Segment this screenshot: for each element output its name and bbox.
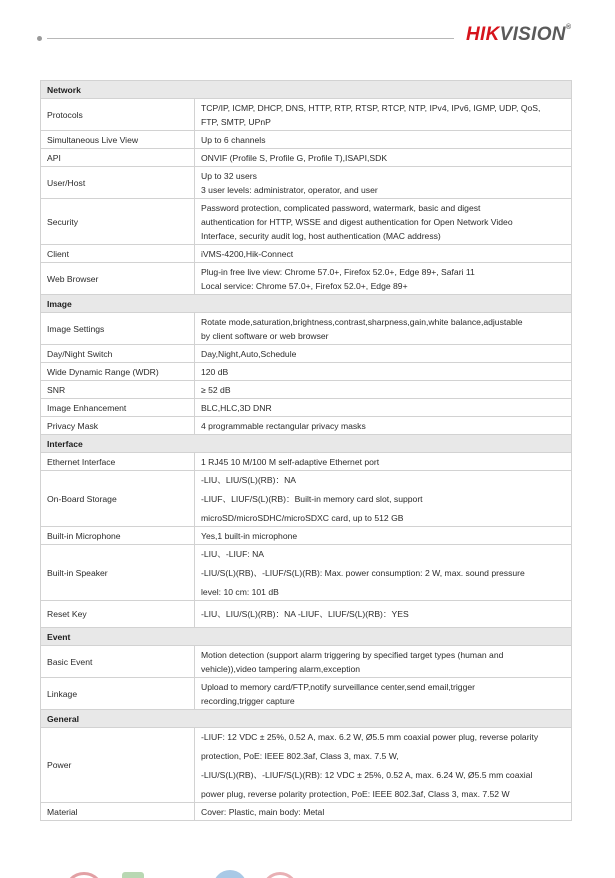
spec-value-line: BLC,HLC,3D DNR bbox=[201, 402, 272, 413]
spec-label: Protocols bbox=[41, 99, 195, 131]
spec-row bbox=[41, 803, 572, 821]
spec-value bbox=[195, 601, 572, 628]
section-header-row bbox=[41, 81, 572, 99]
spec-label: Built-in Microphone bbox=[41, 527, 195, 545]
spec-value bbox=[195, 417, 572, 435]
spec-label: API bbox=[41, 149, 195, 167]
section-title: General bbox=[41, 710, 572, 728]
spec-value-line: -LIUF、LIUF/S(L)(RB)：Built-in memory card slot, support bbox=[201, 493, 423, 504]
spec-label: Material bbox=[41, 803, 195, 821]
spec-value-line: -LIU/S(L)(RB)、-LIUF/S(L)(RB): 12 VDC ± 25%, 0.52 A, max. 6.24 W, Ø5.5 mm coaxial bbox=[201, 769, 533, 780]
spec-label: Power bbox=[41, 728, 195, 803]
spec-value bbox=[195, 803, 572, 821]
spec-row bbox=[41, 345, 572, 363]
spec-value-line: 3 user levels: administrator, operator, and user bbox=[201, 184, 378, 195]
spec-value bbox=[195, 245, 572, 263]
spec-value-line: by client software or web browser bbox=[201, 330, 329, 341]
spec-value-line: -LIU/S(L)(RB)、-LIUF/S(L)(RB): Max. power consumption: 2 W, max. sound pressure bbox=[201, 567, 525, 578]
section-header-row bbox=[41, 628, 572, 646]
spec-value-line: iVMS-4200,Hik-Connect bbox=[201, 248, 294, 259]
spec-value bbox=[195, 149, 572, 167]
spec-value-line: Local service: Chrome 57.0+, Firefox 52.0+, Edge 89+ bbox=[201, 280, 408, 291]
spec-table bbox=[40, 80, 572, 821]
spec-value bbox=[195, 678, 572, 710]
spec-label: Image Enhancement bbox=[41, 399, 195, 417]
logo-registered-mark: ® bbox=[565, 24, 572, 31]
footer-mark-green bbox=[122, 872, 144, 878]
spec-row bbox=[41, 363, 572, 381]
spec-value-line: Interface, security audit log, host authentication (MAC address) bbox=[201, 230, 441, 241]
spec-label: Image Settings bbox=[41, 313, 195, 345]
section-title: Event bbox=[41, 628, 572, 646]
spec-value bbox=[195, 545, 572, 601]
spec-value bbox=[195, 399, 572, 417]
spec-row bbox=[41, 167, 572, 199]
spec-value-line: -LIU、LIU/S(L)(RB)：NA bbox=[201, 474, 297, 485]
spec-value-line: recording,trigger capture bbox=[201, 695, 295, 706]
footer-mark-pink bbox=[262, 872, 298, 878]
spec-row bbox=[41, 417, 572, 435]
header-rule bbox=[47, 38, 454, 39]
page-header bbox=[0, 0, 615, 70]
spec-row bbox=[41, 399, 572, 417]
spec-label: Privacy Mask bbox=[41, 417, 195, 435]
spec-value-line: ≥ 52 dB bbox=[201, 384, 231, 395]
spec-value bbox=[195, 345, 572, 363]
spec-value-line: Motion detection (support alarm triggering by specified target types (human and bbox=[201, 649, 504, 660]
spec-value bbox=[195, 313, 572, 345]
spec-value-line: authentication for HTTP, WSSE and digest authentication for Open Network Video bbox=[201, 216, 513, 227]
header-dot bbox=[37, 36, 42, 41]
footer-mark-blue bbox=[213, 870, 247, 878]
spec-row bbox=[41, 471, 572, 527]
spec-row bbox=[41, 381, 572, 399]
section-header-row bbox=[41, 435, 572, 453]
spec-label: Web Browser bbox=[41, 263, 195, 295]
spec-value-line: power plug, reverse polarity protection, PoE: IEEE 802.3af, Class 3, max. 7.52 W bbox=[201, 788, 510, 799]
spec-row bbox=[41, 453, 572, 471]
spec-label: Simultaneous Live View bbox=[41, 131, 195, 149]
page-footer bbox=[0, 822, 615, 878]
spec-value bbox=[195, 263, 572, 295]
spec-label: User/Host bbox=[41, 167, 195, 199]
spec-value-line: protection, PoE: IEEE 802.3af, Class 3, max. 7.5 W, bbox=[201, 750, 399, 761]
spec-value bbox=[195, 728, 572, 803]
spec-value-line: Password protection, complicated password, watermark, basic and digest bbox=[201, 202, 481, 213]
spec-label: Built-in Speaker bbox=[41, 545, 195, 601]
spec-value-line: 120 dB bbox=[201, 366, 229, 377]
spec-label: Ethernet Interface bbox=[41, 453, 195, 471]
spec-value bbox=[195, 167, 572, 199]
spec-value-line: Up to 32 users bbox=[201, 170, 257, 181]
spec-label: Linkage bbox=[41, 678, 195, 710]
spec-row bbox=[41, 199, 572, 245]
spec-value bbox=[195, 99, 572, 131]
spec-value-line: level: 10 cm: 101 dB bbox=[201, 586, 279, 597]
spec-value-line: Rotate mode,saturation,brightness,contrast,sharpness,gain,white balance,adjustable bbox=[201, 316, 523, 327]
spec-value-line: -LIU、-LIUF: NA bbox=[201, 548, 265, 559]
spec-row bbox=[41, 678, 572, 710]
spec-value-line: Plug-in free live view: Chrome 57.0+, Firefox 52.0+, Edge 89+, Safari 11 bbox=[201, 266, 475, 277]
section-header-row bbox=[41, 710, 572, 728]
spec-label: Security bbox=[41, 199, 195, 245]
spec-value-line: FTP, SMTP, UPnP bbox=[201, 116, 271, 127]
spec-row bbox=[41, 99, 572, 131]
spec-value-line: Upload to memory card/FTP,notify surveillance center,send email,trigger bbox=[201, 681, 476, 692]
spec-value-line: -LIU、LIU/S(L)(RB)：NA -LIUF、LIUF/S(L)(RB)：YES bbox=[201, 609, 409, 619]
spec-value-line: TCP/IP, ICMP, DHCP, DNS, HTTP, RTP, RTSP, RTCP, NTP, IPv4, IPv6, IGMP, UDP, QoS, bbox=[201, 102, 541, 113]
spec-label: On-Board Storage bbox=[41, 471, 195, 527]
spec-value bbox=[195, 646, 572, 678]
spec-value bbox=[195, 131, 572, 149]
section-title: Image bbox=[41, 295, 572, 313]
spec-row bbox=[41, 263, 572, 295]
spec-value-line: Up to 6 channels bbox=[201, 134, 266, 145]
spec-value-line: 4 programmable rectangular privacy masks bbox=[201, 420, 366, 431]
spec-row bbox=[41, 601, 572, 628]
spec-label: Reset Key bbox=[41, 601, 195, 628]
spec-value bbox=[195, 471, 572, 527]
spec-label: Basic Event bbox=[41, 646, 195, 678]
spec-row bbox=[41, 149, 572, 167]
spec-value-line: -LIUF: 12 VDC ± 25%, 0.52 A, max. 6.2 W, Ø5.5 mm coaxial power plug, reverse polarity bbox=[201, 731, 539, 742]
logo-main-text: HIK bbox=[466, 24, 500, 45]
spec-row bbox=[41, 313, 572, 345]
spec-row bbox=[41, 728, 572, 803]
spec-label: Wide Dynamic Range (WDR) bbox=[41, 363, 195, 381]
spec-row bbox=[41, 646, 572, 678]
logo-sub-text: VISION bbox=[499, 24, 566, 45]
spec-label: SNR bbox=[41, 381, 195, 399]
spec-value-line: Yes,1 built-in microphone bbox=[201, 530, 298, 541]
spec-label: Day/Night Switch bbox=[41, 345, 195, 363]
spec-value-line: ONVIF (Profile S, Profile G, Profile T),ISAPI,SDK bbox=[201, 152, 388, 163]
spec-value bbox=[195, 381, 572, 399]
spec-row bbox=[41, 527, 572, 545]
spec-value bbox=[195, 527, 572, 545]
spec-row bbox=[41, 245, 572, 263]
section-title: Interface bbox=[41, 435, 572, 453]
spec-row bbox=[41, 545, 572, 601]
footer-mark-red bbox=[64, 872, 104, 878]
spec-value-line: Day,Night,Auto,Schedule bbox=[201, 348, 297, 359]
section-header-row bbox=[41, 295, 572, 313]
spec-value-line: 1 RJ45 10 M/100 M self-adaptive Ethernet port bbox=[201, 456, 380, 467]
spec-value bbox=[195, 453, 572, 471]
spec-value-line: Cover: Plastic, main body: Metal bbox=[201, 806, 325, 817]
spec-value-line: microSD/microSDHC/microSDXC card, up to 512 GB bbox=[201, 512, 404, 523]
spec-value-line: vehicle)),video tampering alarm,exception bbox=[201, 663, 361, 674]
spec-row bbox=[41, 131, 572, 149]
spec-value bbox=[195, 199, 572, 245]
section-title: Network bbox=[41, 81, 572, 99]
spec-label: Client bbox=[41, 245, 195, 263]
brand-logo bbox=[466, 24, 571, 46]
spec-value bbox=[195, 363, 572, 381]
